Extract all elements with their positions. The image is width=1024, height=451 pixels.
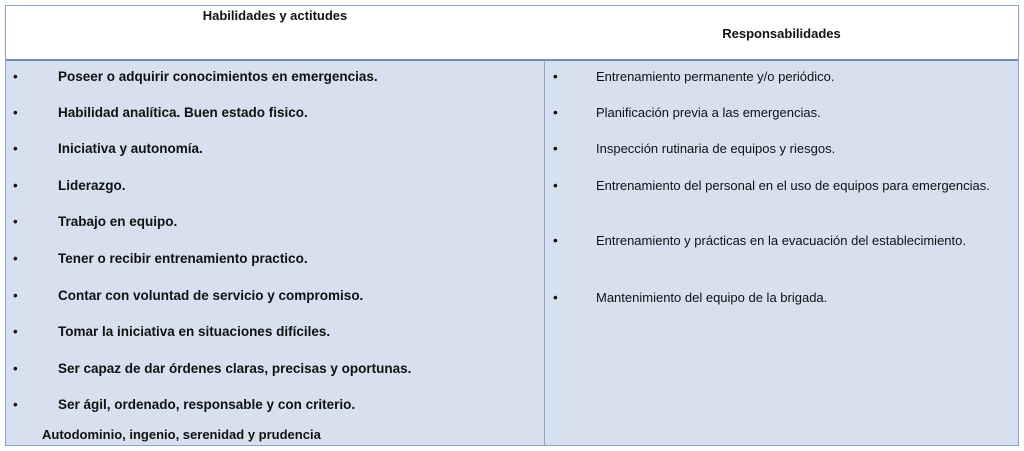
bullet-icon: •	[13, 141, 18, 156]
list-item-text: Tener o recibir entrenamiento practico.	[58, 251, 308, 266]
list-item-text: Trabajo en equipo.	[58, 214, 178, 229]
skills-cell	[6, 61, 544, 445]
list-item-text: Planificación previa a las emergencias.	[596, 105, 821, 120]
bullet-icon: •	[553, 69, 558, 84]
bullet-icon: •	[553, 178, 558, 193]
header-skills-label: Habilidades y actitudes	[202, 8, 348, 23]
bullet-icon: •	[13, 105, 18, 120]
list-item-last: Autodominio, ingenio, serenidad y prudencia	[42, 427, 321, 442]
list-item-text: Ser capaz de dar órdenes claras, precisas y oportunas.	[58, 361, 412, 376]
header-cell-responsibilities	[545, 6, 1018, 59]
list-item-text: Entrenamiento y prácticas en la evacuación del establecimiento.	[596, 233, 966, 248]
bullet-icon: •	[553, 141, 558, 156]
bullet-icon: •	[553, 105, 558, 120]
list-item-text: Habilidad analítica. Buen estado fisico.	[58, 105, 308, 120]
list-item-text: Liderazgo.	[58, 178, 126, 193]
list-item-text: Tomar la iniciativa en situaciones difíciles.	[58, 324, 331, 339]
list-item-text: Iniciativa y autonomía.	[58, 141, 203, 156]
list-item-text: Mantenimiento del equipo de la brigada.	[596, 290, 828, 305]
bullet-icon: •	[13, 251, 18, 266]
bullet-icon: •	[13, 214, 18, 229]
responsibilities-cell	[545, 61, 1018, 445]
bullet-icon: •	[13, 288, 18, 303]
list-item-text: Inspección rutinaria de equipos y riesgos.	[596, 141, 836, 156]
list-item-text: Contar con voluntad de servicio y compromiso.	[58, 288, 364, 303]
bullet-icon: •	[553, 290, 558, 305]
bullet-icon: •	[13, 324, 18, 339]
header-cell-skills	[6, 6, 544, 59]
bullet-icon: •	[13, 361, 18, 376]
table-header-row	[6, 6, 1018, 61]
bullet-icon: •	[13, 69, 18, 84]
table-body-row	[6, 61, 1018, 445]
list-item-text: Entrenamiento del personal en el uso de equipos para emergencias.	[596, 178, 990, 193]
bullet-icon: •	[553, 233, 558, 248]
responsibilities-table	[5, 5, 1019, 446]
list-item-text: Poseer o adquirir conocimientos en emergencias.	[58, 69, 378, 84]
list-item-text: Ser ágil, ordenado, responsable y con criterio.	[58, 397, 356, 412]
header-responsibilities-label: Responsabilidades	[722, 26, 841, 41]
list-item-text: Entrenamiento permanente y/o periódico.	[596, 69, 835, 84]
bullet-icon: •	[13, 397, 18, 412]
bullet-icon: •	[13, 178, 18, 193]
